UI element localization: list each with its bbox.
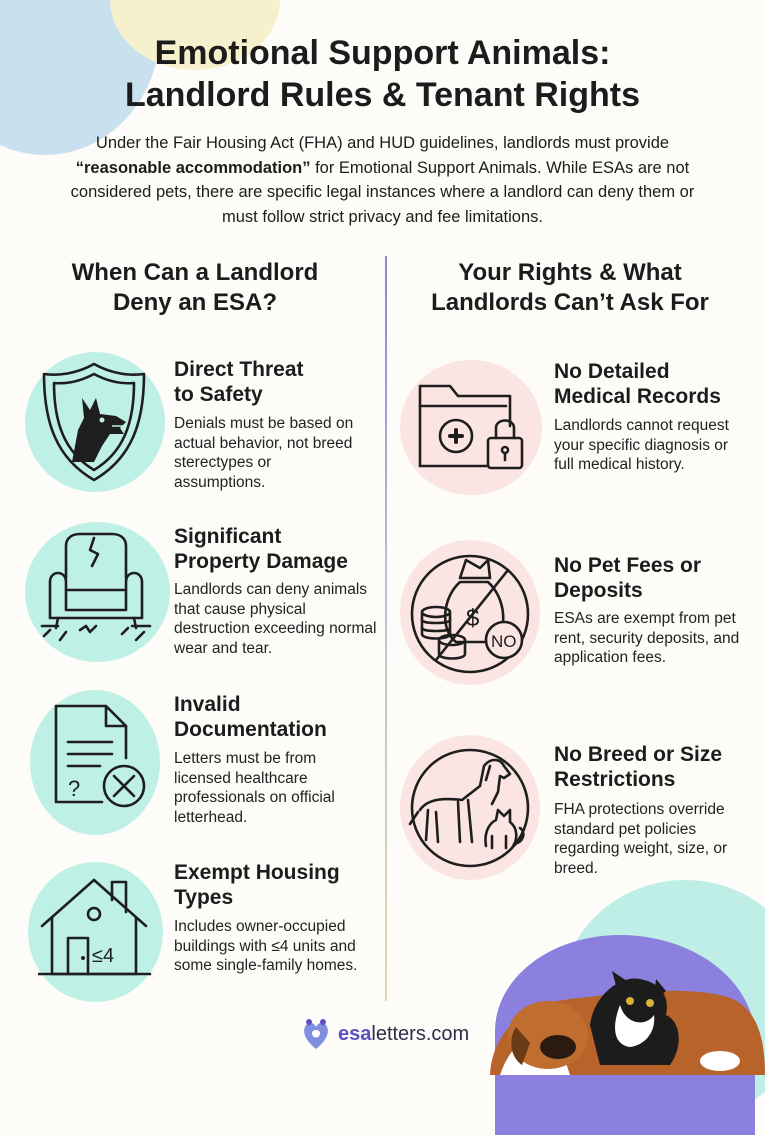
brand-name (338, 1023, 469, 1046)
left-item-1-title-line-1: Direct Threat (174, 358, 304, 381)
dog-and-cat-photo (470, 935, 765, 1075)
right-item-1-body: Landlords cannot request your specific diagnosis or full medical history. (554, 417, 729, 473)
left-item-4-title-line-2: Types (174, 886, 234, 909)
left-item-4-title (174, 860, 340, 910)
intro-text-1: Under the Fair Housing Act (FHA) and HUD guidelines, landlords must provide (95, 134, 670, 152)
right-item-3-title-line-1: No Breed or Size (554, 743, 723, 766)
right-item-2-body: ESAs are exempt from pet rent, security deposits, and application fees. (554, 610, 740, 666)
right-item-1-title-line-2: Medical Records (554, 385, 721, 408)
left-item-4-title-line-1: Exempt Housing (174, 861, 340, 884)
paw-heart-logo-icon (300, 1017, 332, 1051)
page-title (0, 32, 765, 116)
right-item-2-title-line-1: No Pet Fees or (554, 554, 702, 577)
title-line-2: Landlord Rules & Tenant Rights (124, 76, 641, 114)
left-item-3-title (174, 692, 327, 742)
left-item-1-body: Denials must be based on actual behavior, not breed sterectypes or assumptions. (174, 415, 354, 491)
right-item-2-title (554, 553, 701, 603)
intro-emphasis: “reasonable accommodation” (75, 158, 311, 177)
right-item-3-title (554, 742, 722, 792)
right-item-3-title-line-2: Restrictions (554, 768, 676, 791)
intro-paragraph (55, 131, 710, 229)
left-item-1-title (174, 357, 304, 407)
question-mark: ? (68, 776, 81, 801)
brand-name-rest: letters.com (371, 1022, 470, 1045)
damaged-armchair-icon (36, 526, 156, 646)
invalid-document-icon (50, 702, 150, 812)
shield-dog-icon (38, 358, 150, 486)
unit-limit-label: ≤4 (92, 945, 115, 967)
left-item-2-title (174, 524, 348, 574)
left-item-3-title-line-2: Documentation (174, 718, 327, 741)
no-label: NO (491, 632, 517, 651)
right-item-3-body: FHA protections override standard pet policies regarding weight, size, or breed. (554, 801, 728, 877)
brand-logo[interactable] (300, 1016, 469, 1052)
left-item-2-title-line-2: Property Damage (174, 550, 348, 573)
left-item-2-body: Landlords can deny animals that cause physical destruction exceeding normal wear and tear. (174, 581, 377, 657)
no-fees-icon (406, 550, 534, 678)
left-column-heading (30, 258, 360, 318)
left-item-1-title-line-2: to Safety (174, 383, 263, 406)
right-heading-line-2: Landlords Can’t Ask For (431, 289, 709, 316)
left-item-3-body: Letters must be from licensed healthcare professionals on official letterhead. (174, 750, 335, 826)
right-column-heading (395, 258, 745, 318)
locked-medical-folder-icon (416, 380, 531, 475)
left-item-4-body: Includes owner-occupied buildings with ≤4 units and some single-family homes. (174, 918, 358, 974)
house-icon (38, 872, 153, 982)
right-item-2-title-line-2: Deposits (554, 579, 643, 602)
left-item-2-title-line-1: Significant (174, 525, 282, 548)
right-heading-line-1: Your Rights & What (458, 259, 682, 286)
right-item-1-title-line-1: No Detailed (554, 360, 670, 383)
title-line-1: Emotional Support Animals: (154, 34, 611, 72)
column-divider (385, 256, 387, 1001)
intro-text-2: for Emotional Support Animals. While ESAs are not considered pets, there are specific legal instances where a landlord can deny them or must follow strict privacy and fee limitations. (70, 158, 695, 226)
dollar-sign: $ (466, 605, 480, 632)
left-item-3-title-line-1: Invalid (174, 693, 241, 716)
brand-name-bold: esa (338, 1022, 372, 1045)
left-heading-line-2: Deny an ESA? (112, 289, 278, 316)
right-item-1-title (554, 359, 721, 409)
left-heading-line-1: When Can a Landlord (71, 259, 319, 286)
dog-and-cat-icon (406, 744, 534, 872)
